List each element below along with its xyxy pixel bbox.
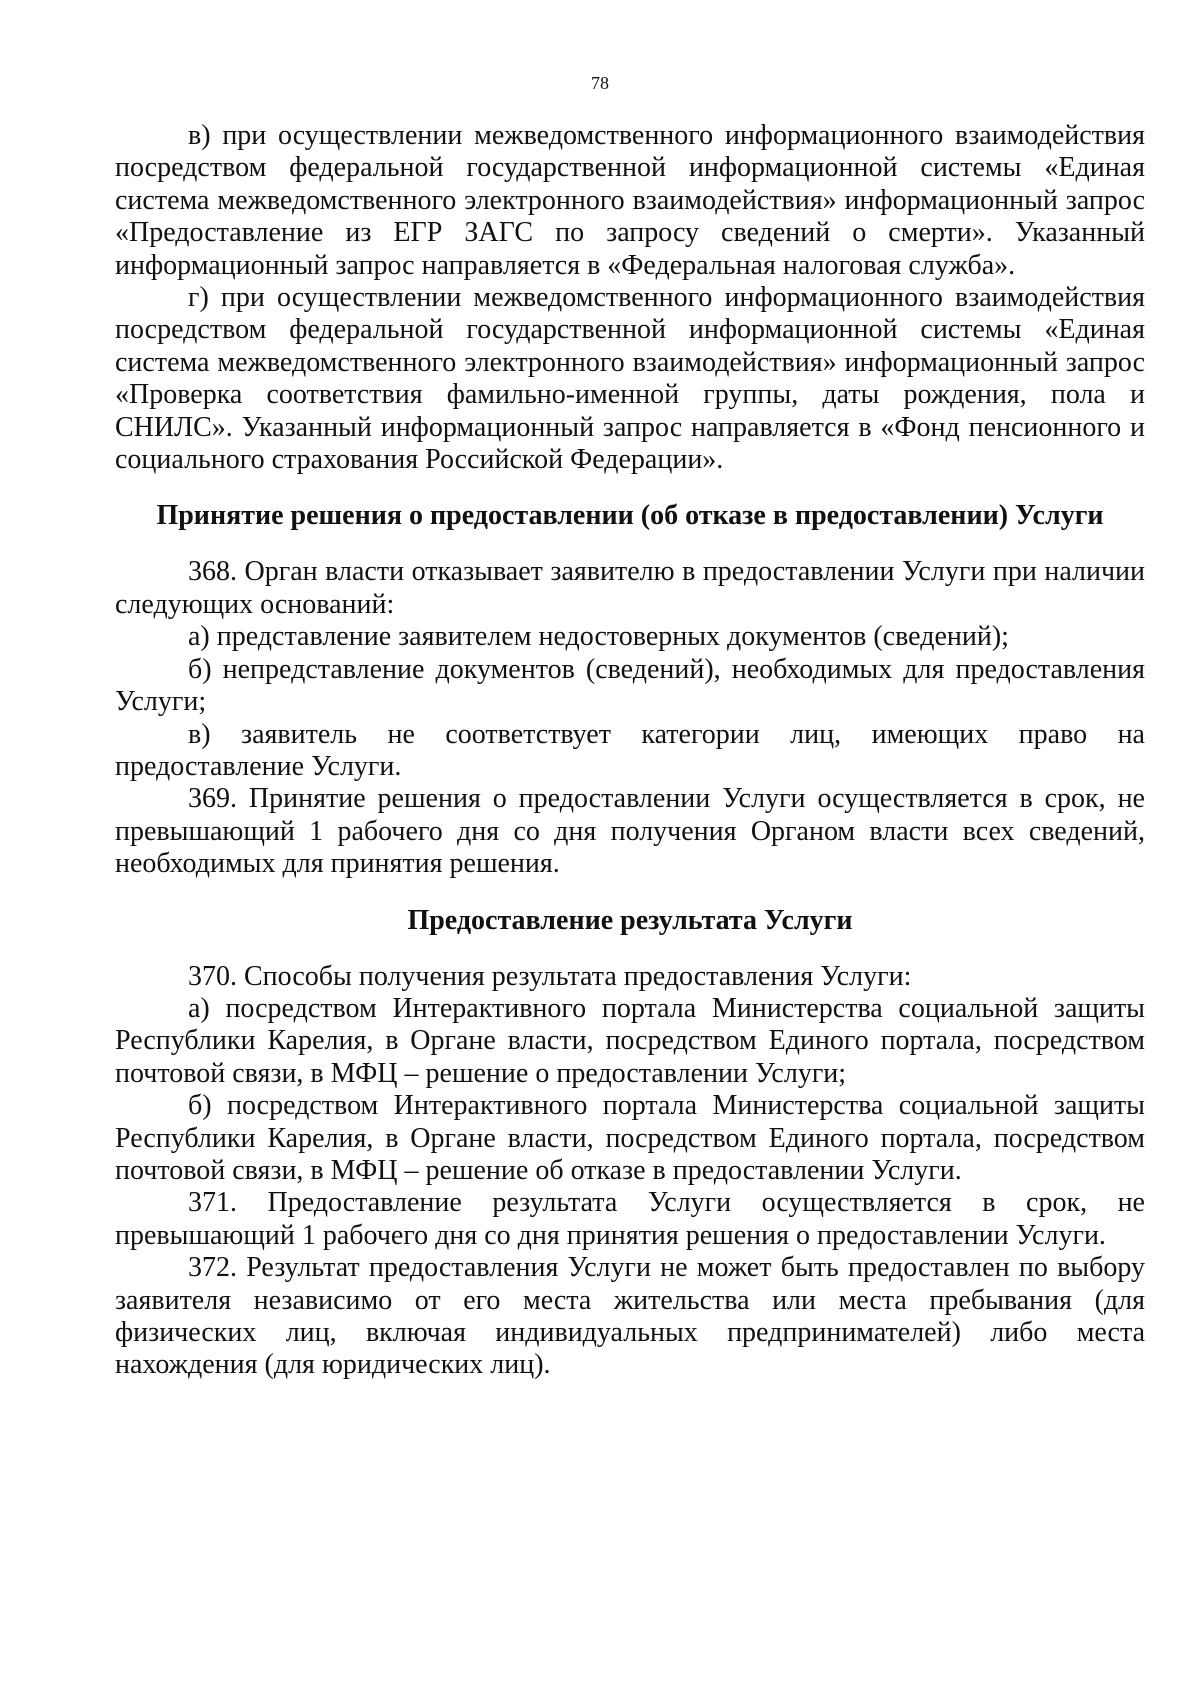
paragraph-368: 368. Орган власти отказывает заявителю в предоставлении Услуги при наличии следующих оснований:: [115, 556, 1145, 620]
section-heading-decision: Принятие решения о предоставлении (об отказе в предоставлении) Услуги: [156, 500, 1104, 532]
paragraph-368-a: а) представление заявителем недостоверных документов (сведений);: [188, 621, 1009, 653]
paragraph-368-b: б) непредставление документов (сведений), необходимых для предоставления Услуги;: [115, 653, 1145, 718]
paragraph-g: г) при осуществлении межведомственного информационного взаимодействия посредством федеральной государственной информационной системы «Единая система межведомственного электронного взаимодействия» информационный запрос «Проверка соответствия фамильно-именной группы, даты рождения, пола и СНИЛС». Указанный информационный запрос направляется в «Фонд пенсионного и социального страхования Российской Федерации».: [115, 282, 1145, 476]
page-number: 78: [591, 73, 609, 93]
document-body: [115, 120, 1145, 1382]
paragraph-368-v: в) заявитель не соответствует категории лиц, имеющих право на предоставление Услуги.: [115, 718, 1145, 782]
paragraph-371: 371. Предоставление результата Услуги осуществляется в срок, не превышающий 1 рабочего дня со дня принятия решения о предоставлении Услуги.: [115, 1187, 1145, 1251]
paragraph-370-b: б) посредством Интерактивного портала Министерства социальной защиты Республики Карелия, в Органе власти, посредством Единого портала, посредством почтовой связи, в МФЦ – решение об отказе в предоставлении Услуги.: [115, 1090, 1145, 1186]
paragraph-370: 370. Способы получения результата предоставления Услуги:: [188, 960, 912, 992]
paragraph-372: 372. Результат предоставления Услуги не может быть предоставлен по выбору заявителя независимо от его места жительства или места пребывания (для физических лиц, включая индивидуальных предпринимателей) либо места нахождения (для юридических лиц).: [115, 1252, 1145, 1381]
paragraph-369: 369. Принятие решения о предоставлении Услуги осуществляется в срок, не превышающий 1 рабочего дня со дня получения Органом власти всех сведений, необходимых для принятия решения.: [115, 783, 1145, 880]
paragraph-370-a: а) посредством Интерактивного портала Министерства социальной защиты Республики Карелия, в Органе власти, посредством Единого портала, посредством почтовой связи, в МФЦ – решение о предоставлении Услуги;: [115, 992, 1145, 1089]
section-heading-result: Предоставление результата Услуги: [407, 904, 853, 936]
paragraph-v: в) при осуществлении межведомственного информационного взаимодействия посредством федеральной государственной информационной системы «Единая система межведомственного электронного взаимодействия» информационный запрос «Предоставление из ЕГР ЗАГС по запросу сведений о смерти». Указанный информационный запрос направляется в «Федеральная налоговая служба».: [115, 120, 1145, 281]
